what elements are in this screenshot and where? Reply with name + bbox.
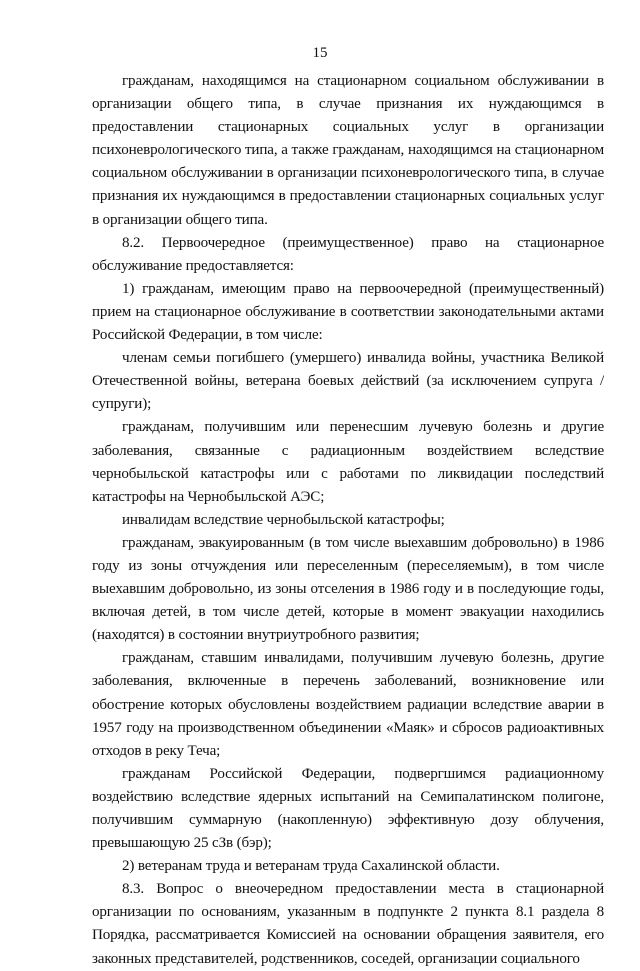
paragraph-chernobyl-disabled: инвалидам вследствие чернобыльской катастрофы; bbox=[122, 511, 445, 528]
paragraph-war-family-members: членам семьи погибшего (умершего) инвалида войны, участника Великой Отечественной войны, ветерана боевых действий (за исключением супруга /супруги); bbox=[92, 350, 604, 413]
paragraph-general-type-transfer: гражданам, находящимся на стационарном социальном обслуживании в организации общего типа, в случае признания их нуждающимся в предоставлении стационарных социальных услуг в организации психоневрологического типа, а также гражданам, находящимся на стационарном социальном обслуживании в организации психоневрологического типа, в случае признания их нуждающимся в предоставлении стационарных социальных услуг в организации общего типа. bbox=[92, 73, 604, 228]
paragraph-radiation-illness: гражданам, получившим или перенесшим лучевую болезнь и другие заболевания, связанные с радиационным воздействием вследствие чернобыльской катастрофы или с работами по ликвидации последствий катастрофы на Чернобыльской АЭС; bbox=[92, 419, 604, 505]
page-number: 15 bbox=[312, 45, 328, 61]
paragraph-8-3: 8.3. Вопрос о внеочередном предоставлении места в стационарной организации по основаниям, указанным в подпункте 2 пункта 8.1 раздела 8 Порядка, рассматривается Комиссией на основании обращения заявителя, его законных представителей, родственников, соседей, организации социального bbox=[92, 881, 604, 967]
paragraph-evacuated-1986: гражданам, эвакуированным (в том числе выехавшим добровольно) в 1986 году из зоны отчуждения или переселенным (переселяемым), в том числе выехавшим добровольно, из зоны отселения в 1986 году и в последующие годы, включая детей, в том числе детей, которые в момент эвакуации находились (находятся) в состоянии внутриутробного развития; bbox=[92, 534, 604, 644]
paragraph-8-2-item-1: 1) гражданам, имеющим право на первоочередной (преимущественный) прием на стационарное обслуживание в соответствии законодательными актами Российской Федерации, в том числе: bbox=[92, 280, 604, 344]
paragraph-mayak-accident: гражданам, ставшим инвалидами, получившим лучевую болезнь, другие заболевания, включенные в перечень заболеваний, возникновение или обострение которых обусловлены воздействием радиации вследствие аварии в 1957 году на производственном объединении «Маяк» и сбросов радиоактивных отходов в реку Теча; bbox=[92, 650, 604, 759]
paragraph-semipalatinsk: гражданам Российской Федерации, подвергшимся радиационному воздействию вследствие ядерных испытаний на Семипалатинском полигоне, получившим суммарную (накопленную) эффективную дозу облучения, превышающую 25 сЗв (бэр); bbox=[92, 765, 604, 852]
document-body bbox=[92, 70, 604, 971]
paragraph-8-2-item-2: 2) ветеранам труда и ветеранам труда Сахалинской области. bbox=[122, 858, 500, 875]
paragraph-8-2-heading: 8.2. Первоочередное (преимущественное) право на стационарное обслуживание предоставляется: bbox=[92, 234, 604, 274]
